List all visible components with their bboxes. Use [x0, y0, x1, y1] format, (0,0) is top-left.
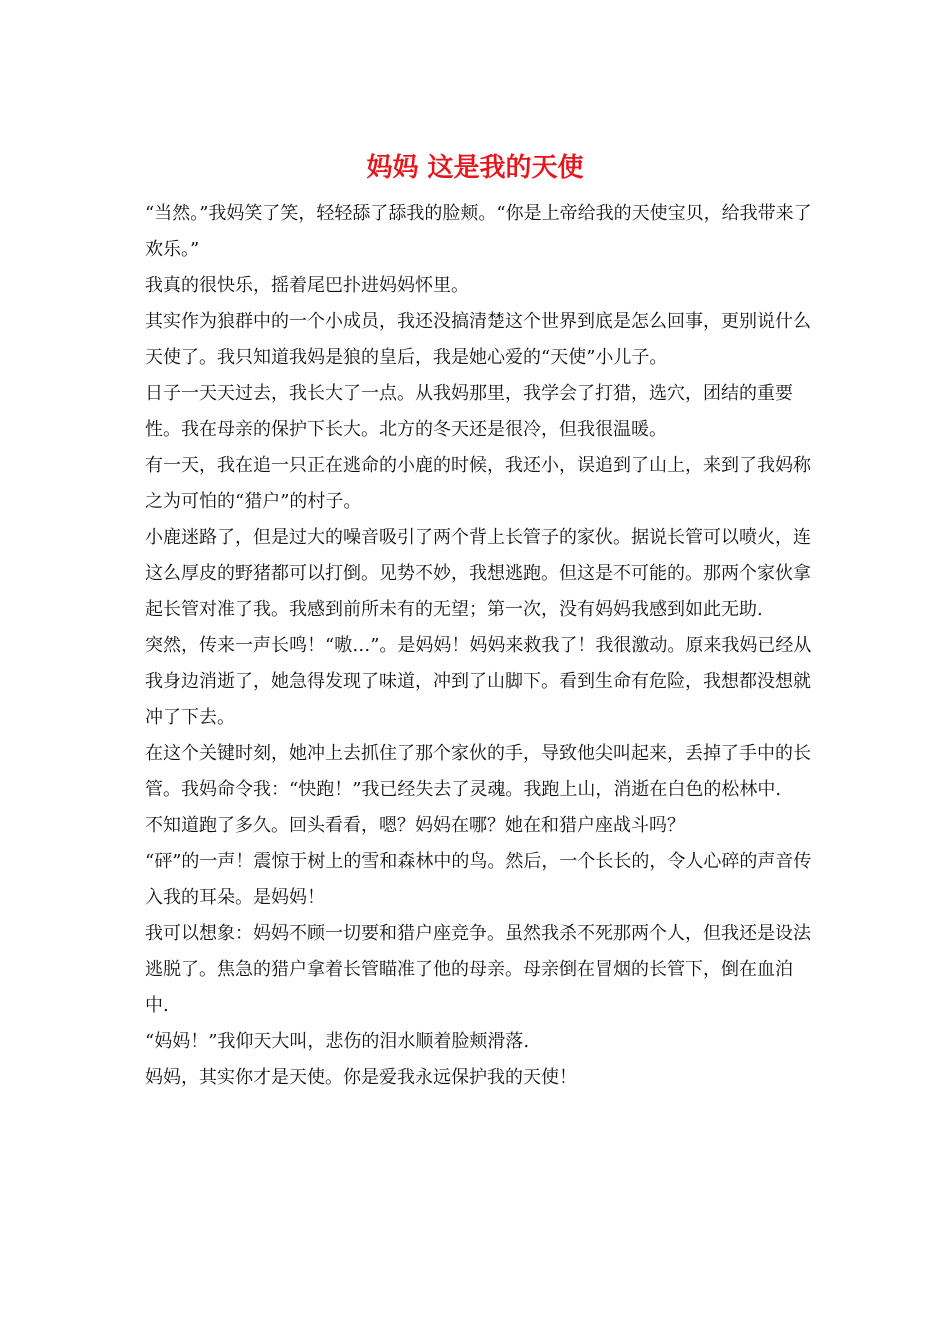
paragraph: “当然。”我妈笑了笑，轻轻舔了舔我的脸颊。“你是上帝给我的天使宝贝，给我带来了欢乐。”	[145, 203, 812, 260]
document-body	[145, 196, 813, 1096]
paragraph: 日子一天天过去，我长大了一点。从我妈那里，我学会了打猎，选穴，团结的重要性。我在母亲的保护下长大。北方的冬天还是很冷，但我很温暖。	[145, 383, 793, 440]
paragraph: 在这个关键时刻，她冲上去抓住了那个家伙的手，导致他尖叫起来，丢掉了手中的长管。我妈命令我：“快跑！”我已经失去了灵魂。我跑上山，消逝在白色的松林中.	[145, 743, 811, 800]
paragraph: 其实作为狼群中的一个小成员，我还没搞清楚这个世界到底是怎么回事，更别说什么天使了。我只知道我妈是狼的皇后，我是她心爱的“天使”小儿子。	[145, 311, 811, 368]
paragraph: 我可以想象：妈妈不顾一切要和猎户座竞争。虽然我杀不死那两个人，但我还是设法逃脱了。焦急的猎户拿着长管瞄准了他的母亲。母亲倒在冒烟的长管下，倒在血泊中.	[145, 923, 811, 1016]
paragraph: 我真的很快乐，摇着尾巴扑进妈妈怀里。	[145, 275, 469, 296]
paragraph: “妈妈！”我仰天大叫，悲伤的泪水顺着脸颊滑落.	[145, 1031, 530, 1052]
paragraph: 突然，传来一声长鸣！“嗷…”。是妈妈！妈妈来救我了！我很激动。原来我妈已经从我身边消逝了，她急得发现了味道，冲到了山脚下。看到生命有危险，我想都没想就冲了下去。	[145, 635, 812, 728]
document-title: 妈妈 这是我的天使	[366, 153, 584, 183]
paragraph: 小鹿迷路了，但是过大的噪音吸引了两个背上长管子的家伙。据说长管可以喷火，连这么厚皮的野猪都可以打倒。见势不妙，我想逃跑。但这是不可能的。那两个家伙拿起长管对准了我。我感到前所未有的无望；第一次，没有妈妈我感到如此无助.	[145, 527, 811, 620]
paragraph: 妈妈，其实你才是天使。你是爱我永远保护我的天使！	[145, 1067, 577, 1088]
paragraph: 有一天，我在追一只正在逃命的小鹿的时候，我还小，误追到了山上，来到了我妈称之为可怕的“猎户”的村子。	[145, 455, 811, 512]
paragraph: 不知道跑了多久。回头看看，嗯？妈妈在哪？她在和猎户座战斗吗？	[145, 815, 685, 836]
paragraph: “砰”的一声！震惊于树上的雪和森林中的鸟。然后，一个长长的，令人心碎的声音传入我的耳朵。是妈妈！	[145, 851, 812, 908]
